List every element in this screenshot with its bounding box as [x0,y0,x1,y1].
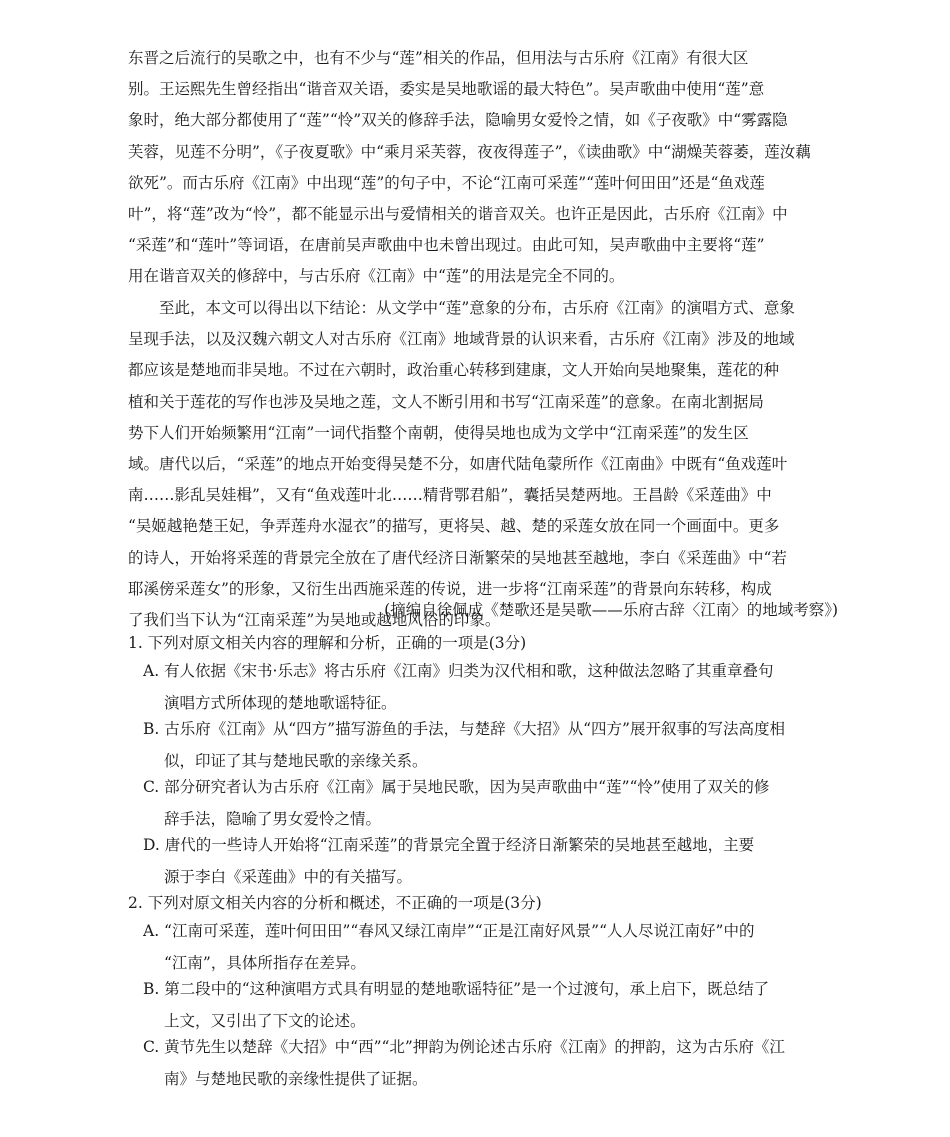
option-line: “江南”，具体所指存在差异。 [164,953,366,972]
paragraph-1-line: 叶”，将“莲”改为“怜”，都不能显示出与爱情相关的谐音双关。也许正是因此，古乐府《江南》中 [128,205,788,224]
paragraph-2 [128,293,840,636]
question-1-stem: 1. 下列对原文相关内容的理解和分析，正确的一项是(3分) [128,634,527,652]
option-line: D. 唐代的一些诗人开始将“江南采莲”的背景完全置于经济日渐繁荣的吴地甚至越地，主要 [143,836,755,854]
paragraph-1-line: “采莲”和“莲叶”等词语，在唐前吴声歌曲中也未曾出现过。由此可知，吴声歌曲中主要将“莲” [128,236,765,255]
question-2-option-b [143,974,840,1037]
question-2-stem: 2. 下列对原文相关内容的分析和概述，不正确的一项是(3分) [128,894,542,912]
option-line: C. 黄节先生以楚辞《大招》中“西”“北”押韵为例论述古乐府《江南》的押韵，这为古乐府《江 [143,1038,785,1056]
question-1-option-a [143,656,840,719]
paragraph-1-line: 象时，绝大部分都使用了“莲”“怜”双关的修辞手法，隐喻男女爱怜之情，如《子夜歌》中“雾露隐 [128,111,788,130]
question-1-option-c [143,772,840,835]
paragraph-2-line: 耶溪傍采莲女”的形象，又衍生出西施采莲的传说，进一步将“江南采莲”的背景向东转移，构成 [128,579,772,598]
option-line: A. 有人依据《宋书·乐志》将古乐府《江南》归类为汉代相和歌，这种做法忽略了其重章叠句 [143,662,774,680]
question-2-option-a [143,916,840,979]
option-line: 上文，又引出了下文的论述。 [164,1011,366,1030]
paragraph-1-line: 别。王运熙先生曾经指出“谐音双关语，委实是吴地歌谣的最大特色”。吴声歌曲中使用“莲”意 [128,80,765,99]
question-1-option-b [143,714,840,777]
paragraph-2-line: 至此，本文可以得出以下结论：从文学中“莲”意象的分布，古乐府《江南》的演唱方式、意象 [159,299,795,317]
option-line: C. 部分研究者认为古乐府《江南》属于吴地民歌，因为吴声歌曲中“莲”“怜”使用了双关的修 [143,778,770,796]
paragraph-2-line: “吴姬越艳楚王妃，争弄莲舟水湿衣”的描写，更将吴、越、楚的采莲女放在同一个画面中。更多 [128,517,780,536]
paragraph-1-line: 芙蓉，见莲不分明”，《子夜夏歌》中“乘月采芙蓉，夜夜得莲子”，《读曲歌》中“湖燥芙蓉萎，莲汝藕 [128,142,811,161]
option-line: 似，印证了其与楚地民歌的亲缘关系。 [164,751,428,770]
paragraph-2-line: 域。唐代以后，“采莲”的地点开始变得吴楚不分，如唐代陆龟蒙所作《江南曲》中既有“鱼戏莲叶 [128,455,788,474]
question-2-option-c [143,1032,840,1095]
paragraph-1 [128,43,840,293]
option-line: A. “江南可采莲，莲叶何田田”“春风又绿江南岸”“正是江南好风景”“人人尽说江南好”中的 [143,922,755,940]
option-line: 源于李白《采莲曲》中的有关描写。 [164,867,413,886]
paragraph-2-line: 南……影乱吴娃楫”，又有“鱼戏莲叶北……精背鄂君船”，囊括吴楚两地。王昌龄《采莲曲》中 [128,486,772,505]
source-citation: (摘编自徐佩成《楚歌还是吴歌——乐府古辞〈江南〉的地域考察》) [384,601,838,619]
paragraph-2-line: 的诗人，开始将采莲的背景完全放在了唐代经济日渐繁荣的吴地甚至越地，李白《采莲曲》中“若 [128,548,787,567]
option-line: B. 第二段中的“这种演唱方式具有明显的楚地歌谣特征”是一个过渡句，承上启下，既总结了 [143,980,770,998]
option-line: B. 古乐府《江南》从“四方”描写游鱼的手法，与楚辞《大招》从“四方”展开叙事的写法高度相 [143,720,785,738]
paragraph-2-line: 植和关于莲花的写作也涉及吴地之莲，文人不断引用和书写“江南采莲”的意象。在南北割据局 [128,392,764,411]
paragraph-2-line: 都应该是楚地而非吴地。不过在六朝时，政治重心转移到建康，文人开始向吴地聚集，莲花的种 [128,361,780,380]
paragraph-2-line: 势下人们开始频繁用“江南”一词代指整个南朝，使得吴地也成为文学中“江南采莲”的发生区 [128,423,749,442]
paragraph-1-line: 东晋之后流行的吴歌之中，也有不少与“莲”相关的作品，但用法与古乐府《江南》有很大区 [128,49,749,67]
question-1-option-d [143,830,840,893]
option-line: 辞手法，隐喻了男女爱怜之情。 [164,809,382,828]
paragraph-2-line: 呈现手法，以及汉魏六朝文人对古乐府《江南》地域背景的认识来看，古乐府《江南》涉及的地域 [128,330,795,349]
option-line: 南》与楚地民歌的亲缘性提供了证据。 [164,1069,428,1088]
paragraph-1-line: 用在谐音双关的修辞中，与古乐府《江南》中“莲”的用法是完全不同的。 [128,267,625,286]
paragraph-1-line: 欲死”。而古乐府《江南》中出现“莲”的句子中，不论“江南可采莲”“莲叶何田田”还是“鱼戏莲 [128,173,765,192]
option-line: 演唱方式所体现的楚地歌谣特征。 [164,693,397,712]
paragraph-2-line: 了我们当下认为“江南采莲”为吴地或越地风俗的印象。 [128,611,501,630]
